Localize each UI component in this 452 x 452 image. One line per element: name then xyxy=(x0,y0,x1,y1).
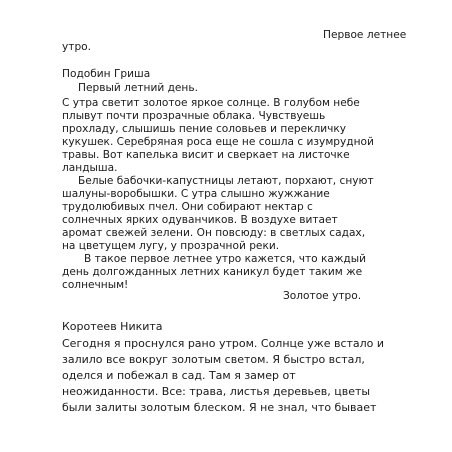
essay1-line: С утра светит золотое яркое солнце. В голубом небе xyxy=(62,97,360,109)
essay1-line: солнечным! xyxy=(62,279,129,291)
essay2-line: оделся и побежал в сад. Там я замер от xyxy=(62,369,296,382)
essay1-line: солнечных ярких одуванчиков. В воздухе витает xyxy=(62,214,338,226)
essay2-line: залило все вокруг золотым светом. Я быстро встал, xyxy=(62,353,365,366)
essay1-line: на цветущем лугу, у прозрачной реки. xyxy=(62,240,280,252)
essay1-subtitle: Первый летний день. xyxy=(78,82,198,94)
essay1-line: аромат свежей зелени. Он повсюду: в светлых садах, xyxy=(62,227,366,239)
essay1-author: Подобин Гриша xyxy=(62,68,151,80)
essay1-line: прохладу, слышишь пение соловьев и перекличку xyxy=(62,123,347,135)
essay1-line: трудолюбивых пчел. Они собирают нектар с xyxy=(62,201,313,213)
essay2-line: были залиты золотым блеском. Я не знал, что бывает xyxy=(62,401,377,414)
essay2-line: неожиданности. Все: трава, листья деревьев, цветы xyxy=(62,385,371,398)
essay1-line: ландыша. xyxy=(62,162,118,174)
essay1-line: травы. Вот капелька висит и сверкает на листочке xyxy=(62,149,350,161)
essay1-line: плывут почти прозрачные облака. Чувствуешь xyxy=(62,110,326,122)
essay2-line: Сегодня я проснулся рано утром. Солнце уже встало и xyxy=(62,337,385,350)
essay2-author: Коротеев Никита xyxy=(62,320,163,333)
essay1-line: день долгожданных летних каникул будет таким же xyxy=(62,266,363,278)
essay1-line: В такое первое летнее утро кажется, что каждый xyxy=(84,253,366,265)
essay1-line: кукушек. Серебряная роса еще не сошла с изумрудной xyxy=(62,136,374,148)
title-line-1: Первое летнее xyxy=(323,29,407,41)
essay1-line: Белые бабочки-капустницы летают, порхают, снуют xyxy=(78,175,374,187)
essay1-closing: Золотое утро. xyxy=(283,290,362,302)
title-line-2: утро. xyxy=(62,41,92,53)
essay1-line: шалуны-воробышки. С утра слышно жужжание xyxy=(62,188,330,200)
